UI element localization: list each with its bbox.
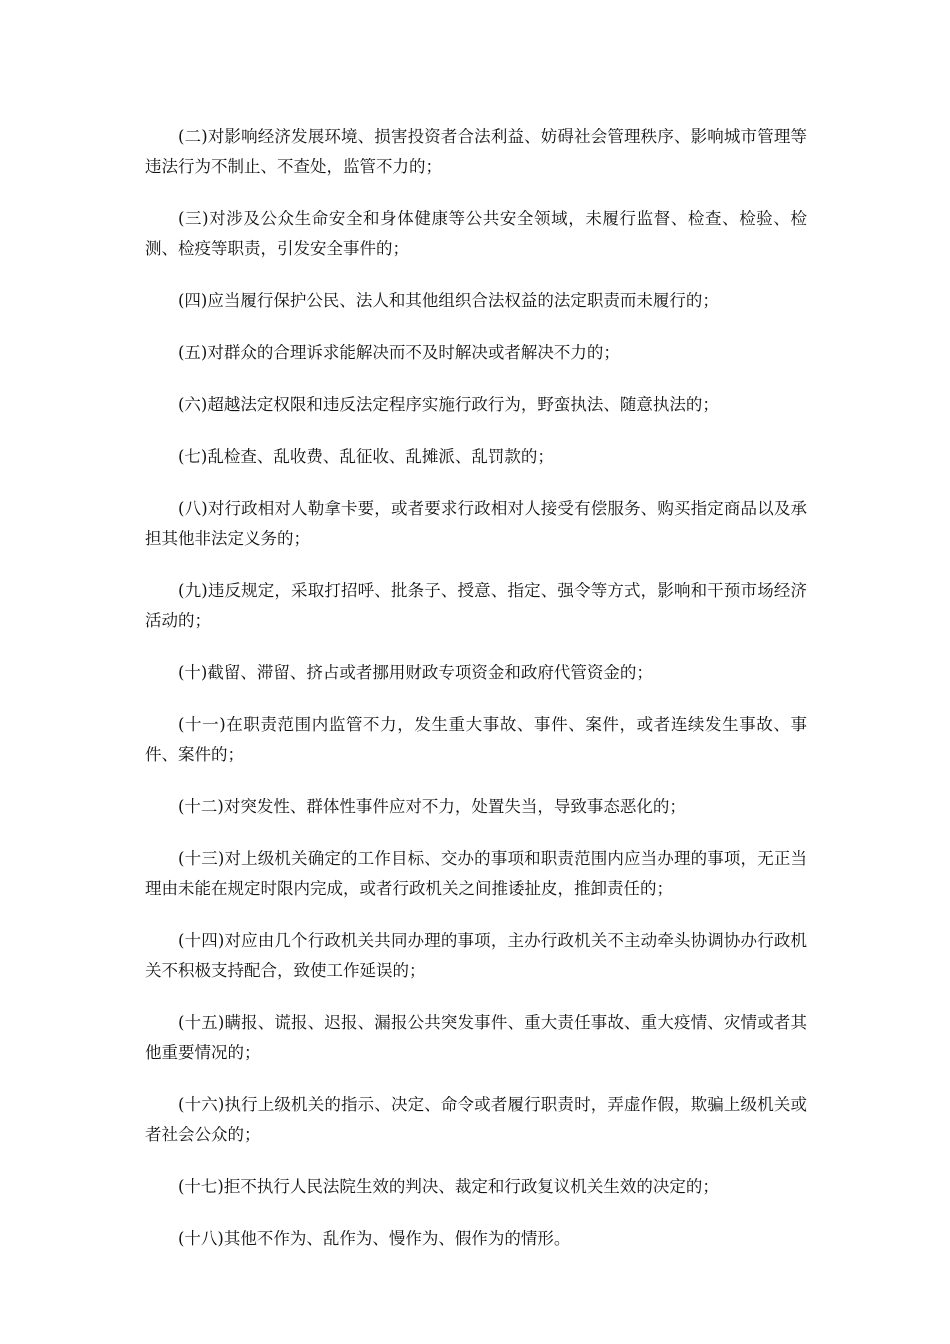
clause-16: (十六)执行上级机关的指示、决定、命令或者履行职责时，弄虚作假，欺骗上级机关或者社会公众的； <box>145 1095 807 1144</box>
document-body <box>145 122 807 1276</box>
clause-17: (十七)拒不执行人民法院生效的判决、裁定和行政复议机关生效的决定的； <box>178 1177 719 1196</box>
clause-12: (十二)对突发性、群体性事件应对不力，处置失当，导致事态恶化的； <box>178 797 686 816</box>
clause-13: (十三)对上级机关确定的工作目标、交办的事项和职责范围内应当办理的事项，无正当理由未能在规定时限内完成，或者行政机关之间推诿扯皮，推卸责任的； <box>145 849 807 898</box>
clause-3: (三)对涉及公众生命安全和身体健康等公共安全领域，未履行监督、检查、检验、检测、检疫等职责，引发安全事件的； <box>145 209 807 258</box>
clause-4: (四)应当履行保护公民、法人和其他组织合法权益的法定职责而未履行的； <box>178 291 719 310</box>
clause-2: (二)对影响经济发展环境、损害投资者合法利益、妨碍社会管理秩序、影响城市管理等违法行为不制止、不查处，监管不力的； <box>145 127 807 176</box>
clause-11: (十一)在职责范围内监管不力，发生重大事故、事件、案件，或者连续发生事故、事件、案件的； <box>145 715 807 764</box>
clause-14: (十四)对应由几个行政机关共同办理的事项，主办行政机关不主动牵头协调协办行政机关不积极支持配合，致使工作延误的； <box>145 931 807 980</box>
clause-5: (五)对群众的合理诉求能解决而不及时解决或者解决不力的； <box>178 343 620 362</box>
clause-7: (七)乱检查、乱收费、乱征收、乱摊派、乱罚款的； <box>178 447 554 466</box>
clause-18: (十八)其他不作为、乱作为、慢作为、假作为的情形。 <box>178 1229 571 1248</box>
clause-8: (八)对行政相对人勒拿卡要，或者要求行政相对人接受有偿服务、购买指定商品以及承担其他非法定义务的； <box>145 499 807 548</box>
clause-6: (六)超越法定权限和违反法定程序实施行政行为，野蛮执法、随意执法的； <box>178 395 719 414</box>
clause-15: (十五)瞒报、谎报、迟报、漏报公共突发事件、重大责任事故、重大疫情、灾情或者其他重要情况的； <box>145 1013 807 1062</box>
clause-9: (九)违反规定，采取打招呼、批条子、授意、指定、强令等方式，影响和干预市场经济活动的； <box>145 581 807 630</box>
clause-10: (十)截留、滞留、挤占或者挪用财政专项资金和政府代管资金的； <box>178 663 653 682</box>
